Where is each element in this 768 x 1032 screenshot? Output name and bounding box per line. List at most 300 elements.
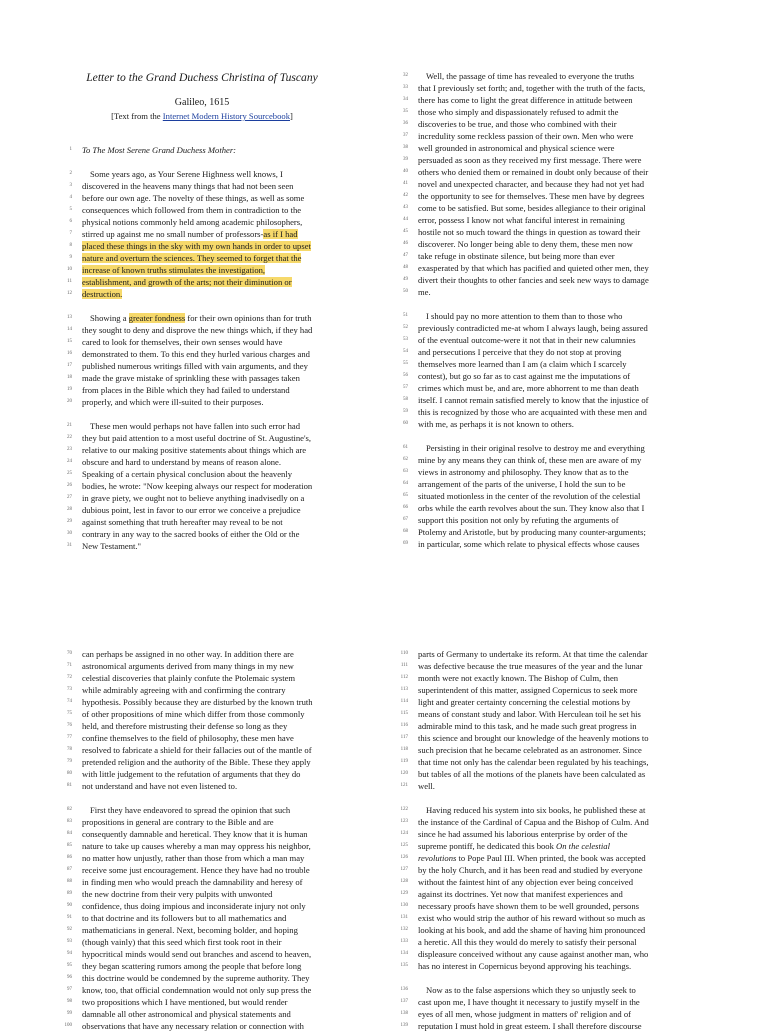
- source-line: [52, 110, 352, 122]
- text-line: [388, 166, 688, 178]
- line-text-segment: take refuge in obstinate silence, but being more than ever: [418, 251, 615, 261]
- line-text-segment: dubious point, lest in favor to our error we conceive a prejudice: [82, 505, 301, 515]
- line-number: 13: [67, 315, 72, 320]
- line-text-segment: others who denied them or remained in doubt only because of their: [418, 167, 649, 177]
- line-text-segment: support this position not only by refuting the arguments of: [418, 515, 619, 525]
- text-line: [52, 444, 352, 456]
- line-text-segment: the new doctrine from their very pulpits with unwonted: [82, 889, 273, 899]
- text-line: [52, 228, 352, 240]
- line-text-segment: themselves more learned than I am (a claim which I scarcely: [418, 359, 627, 369]
- text-line: [52, 996, 352, 1008]
- line-text-segment: cared to look for themselves, their own senses would have: [82, 337, 283, 347]
- line-text: [418, 672, 618, 684]
- line-text: [418, 1020, 642, 1032]
- left-column-bottom: [52, 648, 352, 1032]
- line-text-segment: this doctrine would be condemned by the supreme authority. They: [82, 973, 310, 983]
- line-text-segment: in finding men who would preach the damnability and heresy of: [82, 877, 303, 887]
- text-line: [388, 442, 688, 454]
- paragraph-gap: [388, 430, 688, 442]
- line-text-segment: consequences which followed from them in contradiction to the: [82, 205, 302, 215]
- text-line: [52, 264, 352, 276]
- line-number: 89: [67, 891, 72, 896]
- document-title: Letter to the Grand Duchess Christina of Tuscany: [86, 71, 318, 84]
- text-line: [388, 286, 688, 298]
- line-text: [82, 648, 294, 660]
- line-text-segment: can perhaps be assigned in no other way. In addition there are: [82, 649, 294, 659]
- left-column-top: [52, 70, 352, 552]
- line-text: [82, 732, 294, 744]
- line-text: [82, 768, 300, 780]
- text-line: [52, 528, 352, 540]
- page-bottom: [0, 640, 768, 1031]
- line-number: 52: [403, 325, 408, 330]
- text-line: [52, 324, 352, 336]
- line-number: 114: [400, 699, 408, 704]
- line-number: 112: [400, 675, 408, 680]
- text-line: [388, 708, 688, 720]
- text-line: [388, 118, 688, 130]
- line-text: [90, 168, 283, 180]
- line-text: [82, 720, 287, 732]
- line-number: 21: [67, 423, 72, 428]
- line-text-segment: not understand and have not even listened to.: [82, 781, 238, 791]
- line-text: [82, 288, 122, 300]
- highlighted-text: increase of known truths stimulates the investigation,: [82, 265, 266, 275]
- line-text: [418, 852, 646, 864]
- line-text: [426, 804, 645, 816]
- line-text: [82, 384, 290, 396]
- text-line: [52, 492, 352, 504]
- line-number: 128: [400, 879, 408, 884]
- line-text: [418, 648, 648, 660]
- line-text-segment: supreme pontiff, he dedicated this book: [418, 841, 557, 851]
- line-text: [82, 372, 300, 384]
- line-text-segment: that time not only has the calendar been regulated by his teachings,: [418, 757, 649, 767]
- text-line: [52, 384, 352, 396]
- right-column-top: [388, 70, 688, 550]
- line-text: [418, 948, 648, 960]
- line-number: 59: [403, 409, 408, 414]
- text-line: [52, 348, 352, 360]
- text-line: [388, 310, 688, 322]
- line-text-segment: hypocritical minds would send out branches and ascend to heaven,: [82, 949, 312, 959]
- text-line: [52, 456, 352, 468]
- line-text: [418, 262, 649, 274]
- text-line: [388, 876, 688, 888]
- text-line: [52, 780, 352, 792]
- text-line: [52, 960, 352, 972]
- line-text: [82, 540, 141, 552]
- text-line: [388, 106, 688, 118]
- text-line: [52, 1020, 352, 1032]
- line-number: 44: [403, 217, 408, 222]
- line-number: 131: [400, 915, 408, 920]
- line-number: 8: [69, 243, 72, 248]
- line-text-segment: mine by any means they can think of, these men are aware of my: [418, 455, 642, 465]
- line-text-segment: discovered in the heavens many things that had not been seen: [82, 181, 294, 191]
- line-number: 66: [403, 505, 408, 510]
- line-number: 29: [67, 519, 72, 524]
- line-text: [90, 312, 312, 324]
- line-text-segment: Persisting in their original resolve to destroy me and everything: [426, 443, 645, 453]
- line-number: 120: [400, 771, 408, 776]
- text-line: [388, 912, 688, 924]
- line-text-segment: (though vainly) that this seed which first took root in their: [82, 937, 282, 947]
- line-text-segment: with little judgement to the refutation of arguments that they do: [82, 769, 301, 779]
- line-number: 63: [403, 469, 408, 474]
- text-line: [52, 852, 352, 864]
- line-text: [418, 142, 614, 154]
- text-line: [388, 804, 688, 816]
- line-text: [418, 888, 623, 900]
- line-text-segment: admirable mind to this task, and he made such great progress in: [418, 721, 637, 731]
- text-line: [52, 804, 352, 816]
- line-text-segment: well.: [418, 781, 435, 791]
- line-number: 64: [403, 481, 408, 486]
- line-text: [418, 190, 644, 202]
- line-text-segment: month were not exactly known. The Bishop of Culm, then: [418, 673, 619, 683]
- line-number: 78: [67, 747, 72, 752]
- line-text: [82, 492, 304, 504]
- line-text: [418, 214, 625, 226]
- text-line: [388, 1020, 688, 1032]
- text-line: [52, 840, 352, 852]
- line-number: 134: [400, 951, 408, 956]
- line-number: 34: [403, 97, 408, 102]
- line-text: [90, 420, 300, 432]
- source-link[interactable]: Internet Modern History Sourcebook: [162, 111, 290, 121]
- line-text: [82, 756, 311, 768]
- text-line: [388, 502, 688, 514]
- paragraph-gap: [388, 972, 688, 984]
- text-line: [52, 744, 352, 756]
- line-text-segment: demonstrated to them. To this end they hurled various charges and: [82, 349, 310, 359]
- line-number: 46: [403, 241, 408, 246]
- line-text-segment: against its doctrines. Yet now that manifest experiences and: [418, 889, 623, 899]
- line-text: [418, 106, 619, 118]
- text-line: [52, 432, 352, 444]
- text-line: [52, 252, 352, 264]
- text-line: [388, 478, 688, 490]
- line-text-segment: the opportunity to see for themselves. These men have by degrees: [418, 191, 645, 201]
- line-text-segment: hostile not so much toward the things in question as toward their: [418, 227, 641, 237]
- text-line: [388, 274, 688, 286]
- text-line: [388, 924, 688, 936]
- line-text: [82, 204, 301, 216]
- line-text: [418, 466, 629, 478]
- right-column-bottom: [388, 648, 688, 1032]
- text-line: [388, 1008, 688, 1020]
- line-text-segment: novel and unexpected character, and because they had not yet had: [418, 179, 645, 189]
- line-text-segment: These men would perhaps not have fallen into such error had: [90, 421, 301, 431]
- line-number: 48: [403, 265, 408, 270]
- line-text: [418, 82, 645, 94]
- line-text: [426, 70, 634, 82]
- text-block: [52, 144, 352, 552]
- line-text-segment: propositions in general are contrary to the Bible and are: [82, 817, 274, 827]
- text-line: [388, 202, 688, 214]
- line-number: 37: [403, 133, 408, 138]
- line-number: 111: [400, 663, 408, 668]
- line-text-segment: discoveries to be true, and those who combined with their: [418, 119, 617, 129]
- line-text: [82, 708, 305, 720]
- line-number: 15: [67, 339, 72, 344]
- line-text: [82, 264, 265, 276]
- line-text: [418, 912, 645, 924]
- line-text: [426, 442, 645, 454]
- line-number: 20: [67, 399, 72, 404]
- line-number: 117: [400, 735, 408, 740]
- line-number: 90: [67, 903, 72, 908]
- text-line: [52, 480, 352, 492]
- line-text: [82, 840, 311, 852]
- text-line: [52, 144, 352, 156]
- line-number: 50: [403, 289, 408, 294]
- text-line: [52, 312, 352, 324]
- line-text-segment: arrangement of the parts of the universe, I hold the sun to be: [418, 479, 626, 489]
- line-text-segment: of the eventual outcome-were it not that in their new calumnies: [418, 335, 636, 345]
- line-text: [82, 276, 292, 288]
- text-line: [388, 816, 688, 828]
- text-line: [52, 660, 352, 672]
- text-line: [388, 346, 688, 358]
- line-number: 25: [67, 471, 72, 476]
- line-text-segment: exist who would strip the author of his reward without so much as: [418, 913, 646, 923]
- paragraph-gap: [388, 792, 688, 804]
- line-number: 95: [67, 963, 72, 968]
- highlighted-text: nature and overturn the sciences. They seemed to forget that the: [82, 253, 302, 263]
- line-text-segment: by the holy Church, and it has been read and studied by everyone: [418, 865, 643, 875]
- line-text-segment: to that doctrine and its followers but to all mathematics and: [82, 913, 287, 923]
- line-text-segment: Some years ago, as Your Serene Highness well knows, I: [90, 169, 283, 179]
- line-text-segment: with me, as perhaps it is not known to others.: [418, 419, 574, 429]
- line-number: 88: [67, 879, 72, 884]
- line-number: 97: [67, 987, 72, 992]
- text-line: [52, 708, 352, 720]
- text-line: [52, 828, 352, 840]
- line-text: [418, 996, 640, 1008]
- line-text: [82, 948, 311, 960]
- italic-text: revolutions: [418, 853, 457, 863]
- line-number: 36: [403, 121, 408, 126]
- line-text-segment: against something that truth hereafter may reveal to be not: [82, 517, 283, 527]
- line-number: 81: [67, 783, 72, 788]
- line-text: [82, 912, 286, 924]
- text-line: [388, 394, 688, 406]
- line-text: [418, 708, 641, 720]
- line-text-segment: there has come to light the great difference in attitude between: [418, 95, 633, 105]
- text-line: [52, 684, 352, 696]
- line-number: 116: [400, 723, 408, 728]
- line-text: [418, 538, 639, 550]
- line-text: [418, 94, 633, 106]
- line-text: [418, 118, 617, 130]
- line-number: 72: [67, 675, 72, 680]
- text-line: [388, 888, 688, 900]
- line-text: [418, 1008, 631, 1020]
- line-text: [82, 1008, 291, 1020]
- line-text: [82, 672, 295, 684]
- line-text: [82, 480, 312, 492]
- line-text: [82, 684, 286, 696]
- line-text-segment: those who simply and dispassionately refused to admit the: [418, 107, 619, 117]
- line-text-segment: incredulity some reckless passion of their own. Men who were: [418, 131, 634, 141]
- line-number: 2: [69, 171, 72, 176]
- text-line: [52, 168, 352, 180]
- line-text: [418, 744, 642, 756]
- highlighted-text: establishment, and growth of the arts; not their diminution or: [82, 277, 292, 287]
- text-line: [388, 190, 688, 202]
- line-number: 38: [403, 145, 408, 150]
- line-text: [418, 768, 645, 780]
- document-author: Galileo, 1615: [174, 97, 230, 108]
- line-text: [82, 996, 288, 1008]
- italic-text: On the celestial: [556, 841, 610, 851]
- line-text-segment: this is recognized by those who are acquainted with these men and: [418, 407, 647, 417]
- text-line: [52, 888, 352, 900]
- line-text-segment: confine themselves to the field of philosophy, these men have: [82, 733, 294, 743]
- line-text-segment: discoverer. No longer being able to deny them, these men now: [418, 239, 633, 249]
- text-line: [52, 696, 352, 708]
- text-line: [52, 948, 352, 960]
- text-line: [52, 816, 352, 828]
- line-number: 125: [400, 843, 408, 848]
- text-line: [52, 288, 352, 300]
- line-text-segment: a heretic. All this they would do merely to satisfy their personal: [418, 937, 637, 947]
- line-number: 118: [400, 747, 408, 752]
- line-text: [418, 154, 641, 166]
- line-text: [418, 226, 640, 238]
- line-text-segment: this science and brought our knowledge of the heavenly motions to: [418, 733, 649, 743]
- line-number: 83: [67, 819, 72, 824]
- text-line: [388, 756, 688, 768]
- text-line: [52, 768, 352, 780]
- text-line: [388, 960, 688, 972]
- text-line: [388, 214, 688, 226]
- line-text: [418, 334, 636, 346]
- line-text-segment: has no interest in Copernicus beyond approving his teachings.: [418, 961, 632, 971]
- line-text: [418, 684, 637, 696]
- line-number: 137: [400, 999, 408, 1004]
- line-text-segment: they began scattering rumors among the people that before long: [82, 961, 302, 971]
- text-line: [52, 756, 352, 768]
- text-line: [388, 94, 688, 106]
- line-text: [418, 900, 639, 912]
- line-number: 79: [67, 759, 72, 764]
- text-line: [388, 358, 688, 370]
- text-line: [388, 900, 688, 912]
- line-text-segment: such precision that he became celebrated as an astronomer. Since: [418, 745, 642, 755]
- line-text-segment: know, too, that official condemnation would not only sup press the: [82, 985, 312, 995]
- line-text: [82, 1020, 304, 1032]
- line-number: 82: [67, 807, 72, 812]
- text-line: [52, 468, 352, 480]
- line-text-segment: reputation I must hold in great esteem. I shall therefore discourse: [418, 1021, 642, 1031]
- line-number: 39: [403, 157, 408, 162]
- text-line: [388, 526, 688, 538]
- line-text: [82, 528, 299, 540]
- line-text-segment: and persecutions I perceive that they do not stop at proving: [418, 347, 622, 357]
- text-line: [52, 936, 352, 948]
- line-text-segment: from places in the Bible which they had failed to understand: [82, 385, 290, 395]
- line-number: 139: [400, 1023, 408, 1028]
- line-number: 121: [400, 783, 408, 788]
- line-number: 96: [67, 975, 72, 980]
- line-number: 43: [403, 205, 408, 210]
- line-number: 6: [69, 219, 72, 224]
- text-line: [388, 82, 688, 94]
- line-text: [418, 346, 621, 358]
- line-text-segment: in grave piety, we ought not to believe anything inadvisedly on a: [82, 493, 305, 503]
- highlighted-text: as if I had: [263, 229, 298, 239]
- line-text-segment: First they have endeavored to spread the opinion that such: [90, 805, 291, 815]
- line-text: [418, 166, 648, 178]
- text-line: [388, 466, 688, 478]
- text-line: [388, 648, 688, 660]
- line-text: [418, 418, 574, 430]
- line-text-segment: the instance of the Cardinal of Capua and the Bishop of Culm. And: [418, 817, 649, 827]
- line-text: [82, 960, 301, 972]
- text-line: [388, 490, 688, 502]
- line-number: 71: [67, 663, 72, 668]
- line-text: [82, 252, 301, 264]
- line-number: 55: [403, 361, 408, 366]
- text-line: [52, 732, 352, 744]
- line-number: 135: [400, 963, 408, 968]
- line-text: [418, 720, 637, 732]
- line-text-segment: Showing a: [90, 313, 129, 323]
- line-text: [82, 228, 298, 240]
- line-text: [82, 396, 264, 408]
- line-text-segment: Well, the passage of time has revealed to everyone the truths: [426, 71, 635, 81]
- line-number: 40: [403, 169, 408, 174]
- line-text: [418, 502, 644, 514]
- line-number: 56: [403, 373, 408, 378]
- line-number: 26: [67, 483, 72, 488]
- line-text-segment: displeasure conceived without any cause against another man, who: [418, 949, 649, 959]
- line-text: [82, 360, 308, 372]
- text-line: [388, 732, 688, 744]
- line-text-segment: without the faintest hint of any objection ever being conceived: [418, 877, 634, 887]
- line-text-segment: previously contradicted me-at whom I always laugh, being assured: [418, 323, 648, 333]
- line-text-segment: New Testament.": [82, 541, 142, 551]
- line-text: [82, 984, 311, 996]
- line-number: 5: [69, 207, 72, 212]
- line-number: 10: [67, 267, 72, 272]
- line-number: 35: [403, 109, 408, 114]
- text-line: [388, 768, 688, 780]
- text-line: [388, 696, 688, 708]
- line-text-segment: light and greater certainty concerning the celestial motions by: [418, 697, 631, 707]
- line-text-segment: pretended religion and the authority of the Bible. These they apply: [82, 757, 311, 767]
- line-text: [82, 240, 311, 252]
- line-number: 119: [400, 759, 408, 764]
- highlighted-text: greater fondness: [128, 313, 186, 323]
- text-line: [52, 720, 352, 732]
- line-text: [418, 960, 631, 972]
- line-number: 45: [403, 229, 408, 234]
- line-text-segment: cast upon me, I have thought it necessary to justify myself in the: [418, 997, 640, 1007]
- line-text: [82, 936, 282, 948]
- line-number: 11: [67, 279, 72, 284]
- line-text: [82, 828, 308, 840]
- text-line: [388, 660, 688, 672]
- highlighted-text: placed these things in the sky with my own hands in order to upset: [82, 241, 311, 251]
- text-line: [388, 936, 688, 948]
- line-number: 27: [67, 495, 72, 500]
- line-text: [82, 924, 298, 936]
- line-text-segment: mathematicians in general. Next, becoming bolder, and hoping: [82, 925, 298, 935]
